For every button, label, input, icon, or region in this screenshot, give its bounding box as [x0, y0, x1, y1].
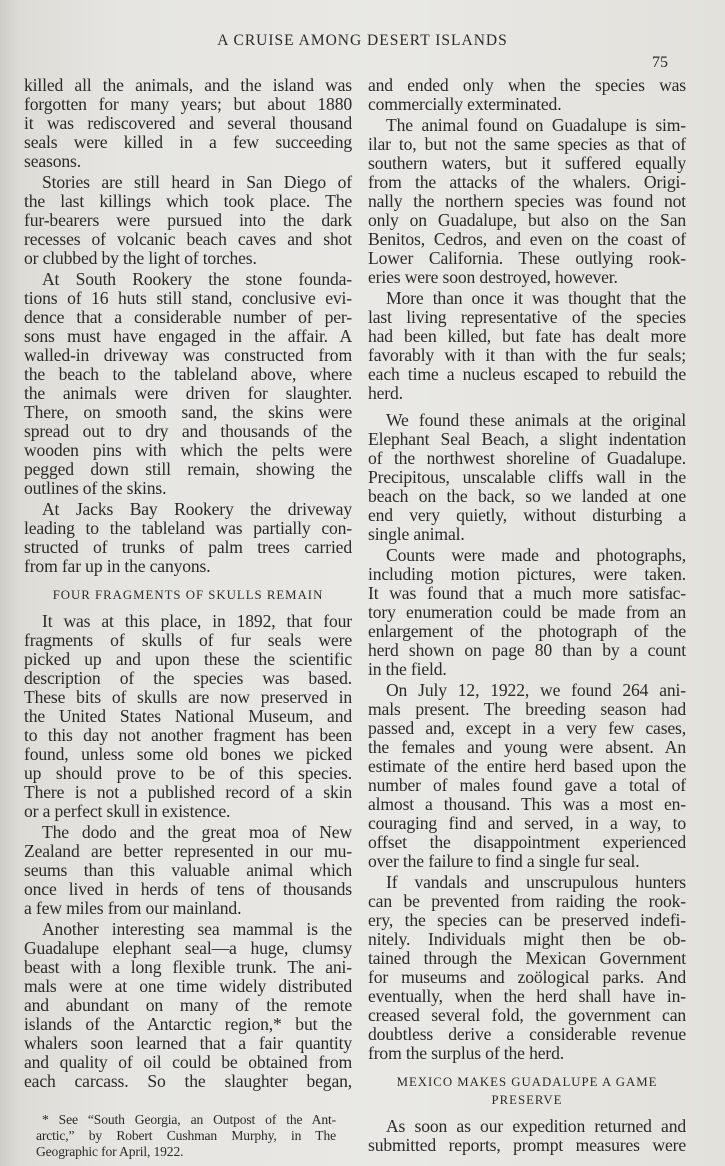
text-line: in the field. — [368, 659, 447, 679]
paragraph — [368, 681, 686, 871]
paragraph — [368, 546, 686, 679]
text-line: sons must have engaged in the affair. A — [24, 326, 352, 346]
text-line: There, on smooth sand, the skins were — [24, 402, 352, 422]
text-line: up should prove to be of this species. — [24, 763, 352, 783]
running-head: A CRUISE AMONG DESERT ISLANDS — [217, 32, 508, 49]
left-column — [24, 76, 352, 1093]
text-line: number of males found gave a total of — [368, 775, 686, 795]
text-line: each time a nucleus escaped to rebuild the — [368, 364, 686, 384]
paragraph — [24, 76, 352, 171]
footnote-line: * See “South Georgia, an Outpost of the Ant- — [42, 1112, 336, 1127]
footnote-line: arctic,” by Robert Cushman Murphy, in The — [36, 1128, 336, 1143]
text-line: fragments of skulls of fur seals were — [24, 630, 352, 650]
paragraph — [24, 173, 352, 268]
text-line: from the attacks of the whalers. Origi- — [368, 172, 686, 192]
text-line: spread out to dry and thousands of the — [24, 421, 352, 441]
paragraph — [24, 612, 352, 821]
text-line: had been killed, but fate has dealt more — [368, 326, 686, 346]
text-line: The dodo and the great moa of New — [42, 822, 352, 842]
text-line: for museums and zoölogical parks. And — [368, 967, 686, 987]
text-line: each carcass. So the slaughter began, — [24, 1071, 352, 1091]
text-line: At South Rookery the stone founda- — [42, 269, 352, 289]
text-line: and quality of oil could be obtained from — [24, 1052, 352, 1072]
text-line: structed of trunks of palm trees carried — [24, 537, 352, 557]
text-line: Stories are still heard in San Diego of — [42, 172, 352, 192]
section-heading — [368, 1073, 686, 1109]
text-line: ery, the species can be preserved indefi- — [368, 910, 686, 930]
text-line: MEXICO MAKES GUADALUPE A GAME — [396, 1075, 658, 1089]
text-line: More than once it was thought that the — [386, 288, 686, 308]
text-line: killed all the animals, and the island was — [24, 75, 352, 95]
paragraph — [368, 289, 686, 403]
text-line: from the surplus of the herd. — [368, 1043, 564, 1063]
text-line: including motion pictures, were taken. — [368, 564, 686, 584]
text-line: whalers soon learned that a fair quantity — [24, 1033, 352, 1053]
text-line: ilar to, but not the same species as that of — [368, 134, 686, 154]
text-line: or clubbed by the light of torches. — [24, 248, 257, 268]
text-line: to this day not another fragment has been — [24, 725, 352, 745]
text-line: forgotten for many years; but about 1880 — [24, 94, 352, 114]
text-line: The animal found on Guadalupe is sim- — [386, 115, 686, 135]
text-line: commercially exterminated. — [368, 94, 562, 114]
text-line: seasons. — [24, 151, 81, 171]
text-line: the beach to the tableland above, where — [24, 364, 352, 384]
text-line: mals were at one time widely distributed — [24, 976, 352, 996]
paragraph — [24, 500, 352, 576]
text-line: nitely. Individuals might then be ob- — [368, 929, 686, 949]
text-line: beast with a long flexible trunk. The ani- — [24, 957, 352, 977]
footnote — [36, 1112, 336, 1160]
right-column — [368, 76, 686, 1157]
text-line: Zealand are better represented in our mu- — [24, 841, 352, 861]
text-line: eventually, when the herd shall have in- — [368, 986, 686, 1006]
text-line: and abundant on many of the remote — [24, 995, 352, 1015]
footnote-line: Geographic for April, 1922. — [36, 1144, 184, 1159]
text-line: tained through the Mexican Government — [368, 948, 686, 968]
text-line: Lower California. These outlying rook- — [368, 248, 686, 268]
text-line: end very quietly, without disturbing a — [368, 505, 686, 525]
text-line: These bits of skulls are now preserved in — [24, 687, 352, 707]
paragraph — [24, 270, 352, 498]
text-line: a few miles from our mainland. — [24, 898, 242, 918]
paragraph — [24, 823, 352, 918]
text-line: the United States National Museum, and — [24, 706, 352, 726]
text-line: Elephant Seal Beach, a slight indentation — [368, 429, 686, 449]
text-line: single animal. — [368, 524, 465, 544]
text-line: leading to the tableland was partially con- — [24, 518, 352, 538]
text-line: favorably with it than with the fur seals; — [368, 345, 686, 365]
paragraph — [24, 920, 352, 1091]
text-line: picked up and upon these the scientific — [24, 649, 352, 669]
text-line: At Jacks Bay Rookery the driveway — [42, 499, 352, 519]
text-line: wooden pins with which the pelts were — [24, 440, 352, 460]
paragraph — [368, 116, 686, 287]
text-line: offset the disappointment experienced — [368, 832, 686, 852]
text-line: herd shown on page 80 than by a count — [368, 640, 686, 660]
paragraph — [368, 873, 686, 1063]
text-line: couraging find and served, in a way, to — [368, 813, 686, 833]
text-line: last living representative of the species — [368, 307, 686, 327]
text-line: once lived in herds of tens of thousands — [24, 879, 352, 899]
text-line: found, unless some old bones we picked — [24, 744, 352, 764]
text-line: seals were killed in a few succeeding — [24, 132, 352, 152]
text-line: over the failure to find a single fur seal. — [368, 851, 640, 871]
text-line: seums than this valuable animal which — [24, 860, 352, 880]
text-line: almost a thousand. This was a most en- — [368, 794, 686, 814]
text-line: It was at this place, in 1892, that four — [42, 611, 352, 631]
text-line: passed and, except in a very few cases, — [368, 718, 686, 738]
text-line: nally the northern species was found not — [368, 191, 686, 211]
text-line: outlines of the skins. — [24, 478, 167, 498]
text-line: fur-bearers were pursued into the dark — [24, 210, 352, 230]
paragraph — [368, 76, 686, 114]
text-line: Guadalupe elephant seal—a huge, clumsy — [24, 938, 352, 958]
text-line: from far up in the canyons. — [24, 556, 211, 576]
text-line: herd. — [368, 383, 403, 403]
text-line: it was rediscovered and several thousand — [24, 113, 352, 133]
text-line: There is not a published record of a skin — [24, 782, 352, 802]
text-line: creased several fold, the government can — [368, 1005, 686, 1025]
text-line: the females and young were absent. An — [368, 737, 686, 757]
text-line: the animals were driven for slaughter. — [24, 383, 352, 403]
text-line: dence that a considerable number of per- — [24, 307, 352, 327]
text-line: Another interesting sea mammal is the — [42, 919, 352, 939]
text-line: doubtless derive a considerable revenue — [368, 1024, 686, 1044]
text-line: eries were soon destroyed, however. — [368, 267, 618, 287]
section-heading — [24, 586, 352, 604]
text-line: mals present. The breeding season had — [368, 699, 686, 719]
paragraph — [368, 1117, 686, 1155]
text-line: beach on the back, so we landed at one — [368, 486, 686, 506]
text-line: recesses of volcanic beach caves and shot — [24, 229, 352, 249]
text-line: or a perfect skull in existence. — [24, 801, 231, 821]
text-line: As soon as our expedition returned and — [386, 1116, 686, 1136]
page-number: 75 — [652, 54, 668, 71]
text-line: only on Guadalupe, but also on the San — [368, 210, 686, 230]
text-line: islands of the Antarctic region,* but the — [24, 1014, 352, 1034]
text-line: tory enumeration could be made from an — [368, 602, 686, 622]
text-line: We found these animals at the original — [386, 410, 686, 430]
text-line: Benitos, Cedros, and even on the coast of — [368, 229, 686, 249]
text-line: FOUR FRAGMENTS OF SKULLS REMAIN — [52, 588, 324, 602]
text-line: and ended only when the species was — [368, 75, 686, 95]
text-line: It was found that a much more satisfac- — [368, 583, 686, 603]
paragraph — [368, 411, 686, 544]
text-line: walled-in driveway was constructed from — [24, 345, 352, 365]
text-line: submitted reports, prompt measures were — [368, 1135, 686, 1155]
text-line: description of the species was based. — [24, 668, 352, 688]
text-line: southern waters, but it suffered equally — [368, 153, 686, 173]
text-line: pegged down still remain, showing the — [24, 459, 352, 479]
text-line: tions of 16 huts still stand, conclusive evi- — [24, 288, 352, 308]
text-line: On July 12, 1922, we found 264 ani- — [386, 680, 686, 700]
text-line: Counts were made and photographs, — [386, 545, 686, 565]
text-line: estimate of the entire herd based upon the — [368, 756, 686, 776]
text-line: PRESERVE — [491, 1093, 563, 1107]
text-line: enlargement of the photograph of the — [368, 621, 686, 641]
text-line: If vandals and unscrupulous hunters — [386, 872, 686, 892]
text-line: of the northwest shoreline of Guadalupe. — [368, 448, 686, 468]
text-line: Precipitous, unscalable cliffs wall in the — [368, 467, 686, 487]
text-line: the last killings which took place. The — [24, 191, 352, 211]
text-line: can be prevented from raiding the rook- — [368, 891, 686, 911]
